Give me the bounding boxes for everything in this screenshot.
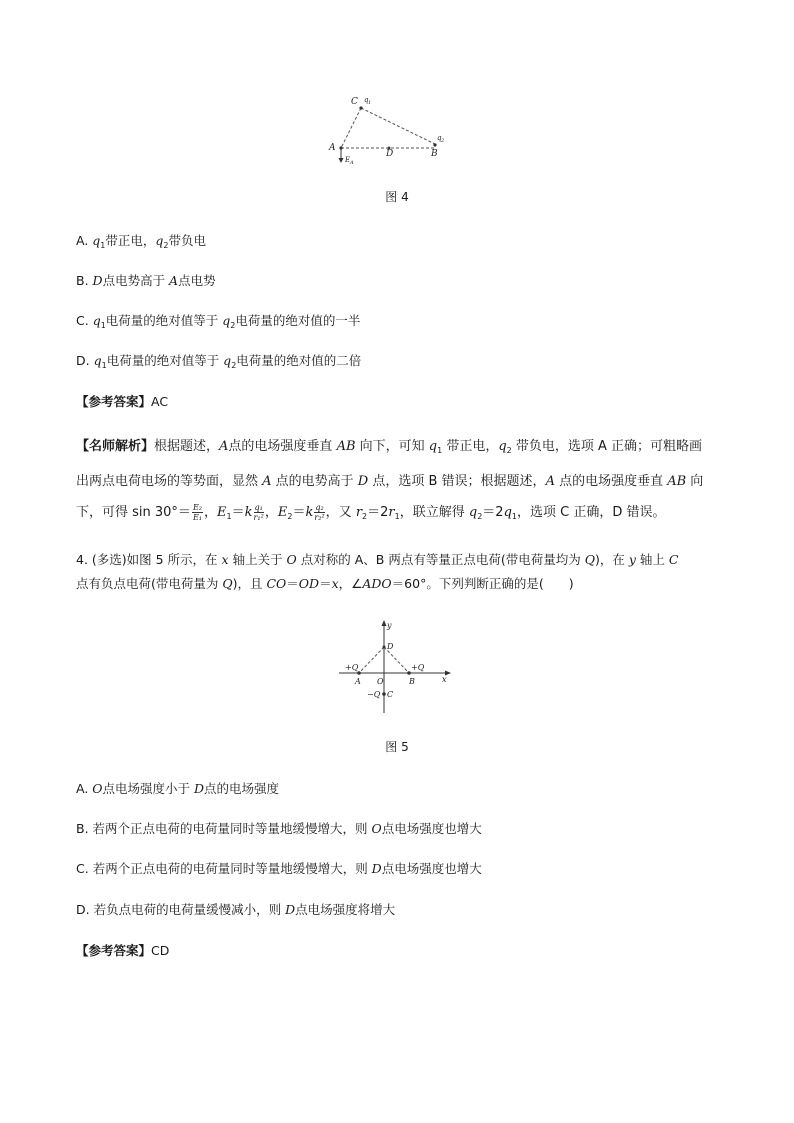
analysis-line-1: 【名师解析】根据题述，A点的电场强度垂直 AB 向下，可知 $q_1$ 带正电，$q_2$ 带负电，选项 A 正确；可粗略画 — [76, 439, 703, 455]
fraction-q1-r1: $\frac{\text{q₁}}{\text{r₁²}}$ — [253, 503, 264, 522]
q4-line-1: 4. (多选)如图 5 所示，在 x 轴上关于 O 点对称的 A、B 两点有等量正点电荷(带电荷量均为 Q)，在 y 轴上 C — [76, 552, 679, 567]
label-q2-sub: 2 — [441, 138, 445, 144]
label-x: x — [442, 675, 447, 684]
q4-option-b: B. 若两个正点电荷的电荷量同时等量地缓慢增大，则 O点电场强度也增大 — [76, 821, 482, 836]
point-b — [433, 143, 436, 146]
q4-line-2: 点有负点电荷(带电荷量为 Q)，且 CO＝OD＝x，∠ADO＝60°。下列判断正确的是( ) — [76, 576, 574, 591]
label-b: B — [431, 149, 438, 159]
option-d: D. $q_1$电荷量的绝对值等于 $q_2$电荷量的绝对值的二倍 — [76, 353, 362, 370]
label-b: B — [409, 677, 415, 686]
analysis-block — [76, 431, 726, 532]
y-axis-arrow-icon — [382, 620, 387, 626]
option-c: C. $q_1$电荷量的绝对值等于 $q_2$电荷量的绝对值的一半 — [76, 313, 361, 330]
label-c: C — [387, 690, 394, 699]
option-b: B. D点电势高于 A点电势 — [76, 273, 216, 288]
option-a: A. $q_1$带正电，$q_2$带负电 — [76, 233, 207, 250]
label-d: D — [387, 642, 394, 651]
label-plus-q-right: +Q — [411, 663, 425, 672]
answer-label: 【参考答案】 — [76, 943, 152, 958]
label-q1-sub: 1 — [368, 100, 372, 106]
label-a: A — [355, 677, 361, 686]
label-plus-q-left: +Q — [345, 663, 359, 672]
fraction-q2-r2: $\frac{\text{q₂}}{\text{r₂²}}$ — [314, 503, 325, 522]
label-a: A — [329, 143, 336, 153]
figure-5 — [0, 618, 794, 718]
figure-4 — [0, 90, 794, 170]
figure-5-caption: 图 5 — [385, 740, 409, 754]
answer-value: CD — [151, 943, 170, 958]
line-da — [359, 647, 384, 673]
arrow-head-icon — [339, 158, 344, 163]
answer-label: 【参考答案】 — [76, 394, 152, 409]
figure-5-diagram — [337, 618, 457, 718]
label-c: C — [351, 97, 358, 107]
point-a — [339, 146, 342, 149]
label-o: O — [377, 677, 384, 686]
label-q2: q — [437, 134, 442, 142]
label-y: y — [387, 621, 392, 630]
figure-4-diagram — [327, 90, 467, 170]
charge-c — [382, 692, 386, 696]
answer-q4 — [76, 941, 169, 959]
analysis-line-2: 出两点电荷电场的等势面，显然 A 点的电势高于 D 点，选项 B 错误；根据题述，A 点的电场强度垂直 AB 向 — [76, 474, 704, 489]
answer-q3 — [76, 392, 168, 410]
line-cb — [361, 108, 435, 144]
analysis-line-3: 下，可得 sin 30°＝ $\frac{\text{E₂}}{\text{E₁}}$ ，$E_1=k$ $\frac{\text{q₁}}{\text{r₁²}}$ ，$E_2=k$ $\frac{\text{q₂}}{\text{r₂²}}$ ，又 $r_2=2r_1$，联立解得 $q_2=2q_1$，选项 C 正确，D 错误。 — [76, 503, 666, 522]
question-4-stem — [76, 548, 726, 596]
q4-option-d: D. 若负点电荷的电荷量缓慢减小，则 D点电场强度将增大 — [76, 902, 396, 917]
point-d — [383, 646, 386, 649]
figure-4-caption: 图 4 — [385, 190, 409, 204]
label-ea: E — [345, 156, 351, 164]
q4-option-c: C. 若两个正点电荷的电荷量同时等量地缓慢增大，则 D点电场强度也增大 — [76, 861, 482, 876]
label-ea-sub: A — [350, 160, 354, 166]
q4-option-a: A. O点电场强度小于 D点的电场强度 — [76, 781, 280, 796]
label-d: D — [386, 149, 394, 159]
label-q1: q — [364, 96, 369, 104]
answer-value: AC — [151, 394, 169, 409]
point-c — [359, 106, 362, 109]
line-ac — [341, 108, 361, 148]
fraction-e2-e1: $\frac{\text{E₂}}{\text{E₁}}$ — [192, 503, 202, 522]
label-minus-q: −Q — [367, 690, 381, 699]
